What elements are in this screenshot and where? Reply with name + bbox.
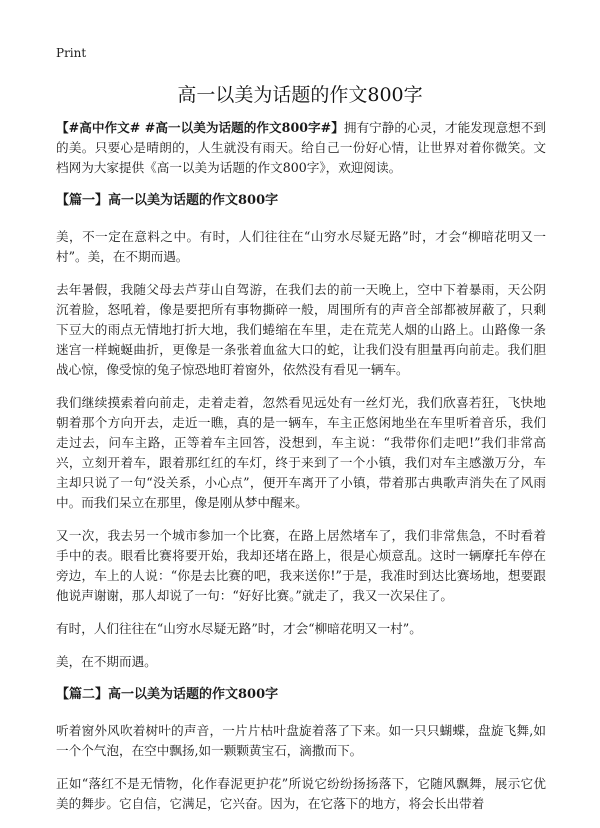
article-paragraph: 美，在不期而遇。 xyxy=(56,654,157,669)
article-paragraph: 正如“落红不是无情物，化作春泥更护花”所说它纷纷扬扬落下，它随风飘舞，展示它优美的舞步。它自信，它满足，它兴奋。因为，在它落下的地方，将会长出带着 xyxy=(56,776,546,811)
article-paragraph: 有时，人们往往在“山穷水尽疑无路”时，才会“柳暗花明又一村”。 xyxy=(56,621,422,636)
intro-text: 拥有宁静的心灵，才能发现意想不到的美。只要心是晴朗的，人生就没有雨天。给自己一份好心情，让世界对着你微笑。文档网为大家提供《高一以美为话题的作文800字》，欢迎阅读。 xyxy=(56,120,547,175)
section-heading-2: 【篇二】高一以美为话题的作文800字 xyxy=(56,687,279,702)
article-paragraph: 我们继续摸索着向前走，走着走着，忽然看见远处有一丝灯光，我们欣喜若狂，飞快地朝着那个方向开去，走近一瞧，真的是一辆车，车主正悠闲地坐在车里听着音乐，我们走过去，问车主路，正等着车主回答，没想到，车主说：“我带你们走吧!”我们非常高兴，立刻开着车，跟着那红红的车灯，终于来到了一个小镇，我们对车主感激万分，车主却只说了一句“没关系，小心点”，便开车离开了小镇，带着那古典歌声消失在了风雨中。而我们呆立在那里，像是刚从梦中醒来。 xyxy=(56,395,546,510)
intro-paragraph xyxy=(56,118,546,178)
intro-tag: 【#高中作文# #高一以美为话题的作文800字#】 xyxy=(56,120,344,135)
article-paragraph: 又一次，我去另一个城市参加一个比赛，在路上居然堵车了，我们非常焦急，不时看着手中的表。眼看比赛将要开始，我却还堵在路上，很是心烦意乱。这时一辆摩托车停在旁边，车上的人说：“你是去比赛的吧，我来送你!”于是，我准时到达比赛场地，想要跟他说声谢谢，那人却说了一句：“好好比赛。”就走了，我又一次呆住了。 xyxy=(56,528,546,603)
page-title: 高一以美为话题的作文800字 xyxy=(177,84,423,106)
section-heading-1: 【篇一】高一以美为话题的作文800字 xyxy=(56,193,279,208)
article-body xyxy=(56,118,546,827)
article-paragraph: 去年暑假，我随父母去芦芽山自驾游，在我们去的前一天晚上，空中下着暴雨，天公阴沉着脸，怒吼着，像是要把所有事物撕碎一般，周围所有的声音全部都被屏蔽了，只剩下豆大的雨点无情地打折大地，我们蜷缩在车里，走在荒芜人烟的山路上。山路像一条迷宫一样蜿蜒曲折，更像是一条张着血盆大口的蛇，让我们没有胆量再向前走。我们胆战心惊，像受惊的兔子惊恐地盯着窗外，依然没有看见一辆车。 xyxy=(56,282,546,377)
print-link[interactable]: Print xyxy=(56,46,87,60)
article-paragraph: 听着窗外风吹着树叶的声音，一片片枯叶盘旋着落了下来。如一只只蝴蝶，盘旋飞舞,如一个个气泡，在空中飘扬,如一颗颗黄宝石，滴撒而下。 xyxy=(56,723,546,758)
article-paragraph: 美，不一定在意料之中。有时，人们往往在“山穷水尽疑无路”时，才会“柳暗花明又一村”。美，在不期而遇。 xyxy=(56,229,546,264)
